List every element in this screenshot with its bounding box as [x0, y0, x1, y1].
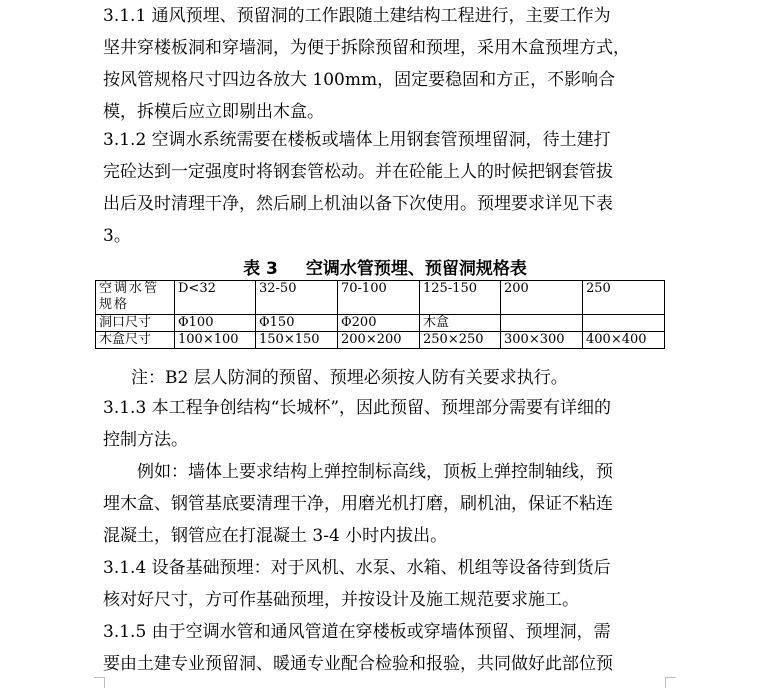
- table-cell: D<32: [175, 281, 256, 315]
- text-line: 出后及时清理干净，然后刷上机油以备下次使用。预埋要求详见下表: [103, 194, 613, 214]
- text-line: 3.1.5 由于空调水管和通风管道在穿楼板或穿墙体预留、预埋洞，需: [103, 622, 611, 642]
- table-cell: 400×400: [583, 332, 665, 349]
- paragraph-3-1-2: [103, 124, 659, 252]
- text-line: 核对好尺寸，方可作基础预埋，并按设计及施工规范要求施工。: [103, 590, 579, 610]
- spec-table: [95, 280, 665, 349]
- paragraph-3-1-4: [103, 552, 659, 616]
- table-cell: 32-50: [256, 281, 338, 315]
- paragraph-3-1-5: [103, 616, 659, 680]
- text-line: 完砼达到一定强度时将钢套管松动。并在砼能上人的时候把钢套管拔: [103, 162, 613, 182]
- table-cell: [501, 315, 583, 332]
- text-line: 例如：墙体上要求结构上弹控制标高线，顶板上弹控制轴线，预: [103, 462, 613, 482]
- table-cell: 空调水管规格: [96, 281, 175, 315]
- table-cell: 125-150: [420, 281, 501, 315]
- text-line: 3.1.4 设备基础预埋：对于风机、水泵、水箱、机组等设备待到货后: [103, 558, 611, 578]
- table-cell: Φ150: [256, 315, 338, 332]
- paragraph-example: [103, 456, 659, 552]
- text-line: 按风管规格尺寸四边各放大 100mm，固定要稳固和方正，不影响合: [103, 70, 616, 90]
- text-line: 埋木盒、钢管基底要清理干净，用磨光机打磨，刷机油，保证不粘连: [103, 494, 613, 514]
- text-line: 坚井穿楼板洞和穿墙洞，为便于拆除预留和预埋，采用木盒预埋方式，: [103, 38, 630, 58]
- table-caption: [0, 254, 770, 279]
- table-cell: 70-100: [338, 281, 420, 315]
- table-row: [96, 332, 665, 349]
- table-row: [96, 281, 665, 315]
- table-cell: 250×250: [420, 332, 501, 349]
- text-line: 要由土建专业预留洞、暖通专业配合检验和报验，共同做好此部位预: [103, 654, 613, 674]
- table-cell: 200×200: [338, 332, 420, 349]
- table-cell: 木盒尺寸: [96, 332, 175, 349]
- table-cell: Φ100: [175, 315, 256, 332]
- text-line: 控制方法。: [103, 430, 188, 450]
- table-cell: [583, 315, 665, 332]
- table-cell: 250: [583, 281, 665, 315]
- page-corner-mark: [665, 677, 676, 688]
- table-note: [131, 362, 687, 394]
- text-line: 模，拆模后应立即剔出木盒。: [103, 102, 324, 122]
- table-number: 表 3: [243, 259, 278, 279]
- text-line: 注：B2 层人防洞的预留、预埋必须按人防有关要求执行。: [131, 368, 568, 388]
- table-cell: 木盒: [420, 315, 501, 332]
- text-line: 3.1.1 通风预埋、预留洞的工作跟随土建结构工程进行，主要工作为: [103, 6, 611, 26]
- table-cell: 300×300: [501, 332, 583, 349]
- text-line: 混凝土，钢管应在打混凝土 3-4 小时内拔出。: [103, 526, 448, 546]
- text-line: 3。: [103, 226, 131, 246]
- text-line: 3.1.2 空调水系统需要在楼板或墙体上用钢套管预埋留洞，待土建打: [103, 130, 611, 150]
- table-row: [96, 315, 665, 332]
- table-title: 空调水管预埋、预留洞规格表: [305, 259, 527, 279]
- table-cell: 洞口尺寸: [96, 315, 175, 332]
- table-cell: 100×100: [175, 332, 256, 349]
- paragraph-3-1-3: [103, 392, 659, 456]
- text-line: 3.1.3 本工程争创结构“长城杯”，因此预留、预埋部分需要有详细的: [103, 398, 612, 418]
- paragraph-3-1-1: [103, 0, 659, 128]
- table-cell: 150×150: [256, 332, 338, 349]
- table-cell: 200: [501, 281, 583, 315]
- page-corner-mark: [94, 677, 105, 688]
- table-cell: Φ200: [338, 315, 420, 332]
